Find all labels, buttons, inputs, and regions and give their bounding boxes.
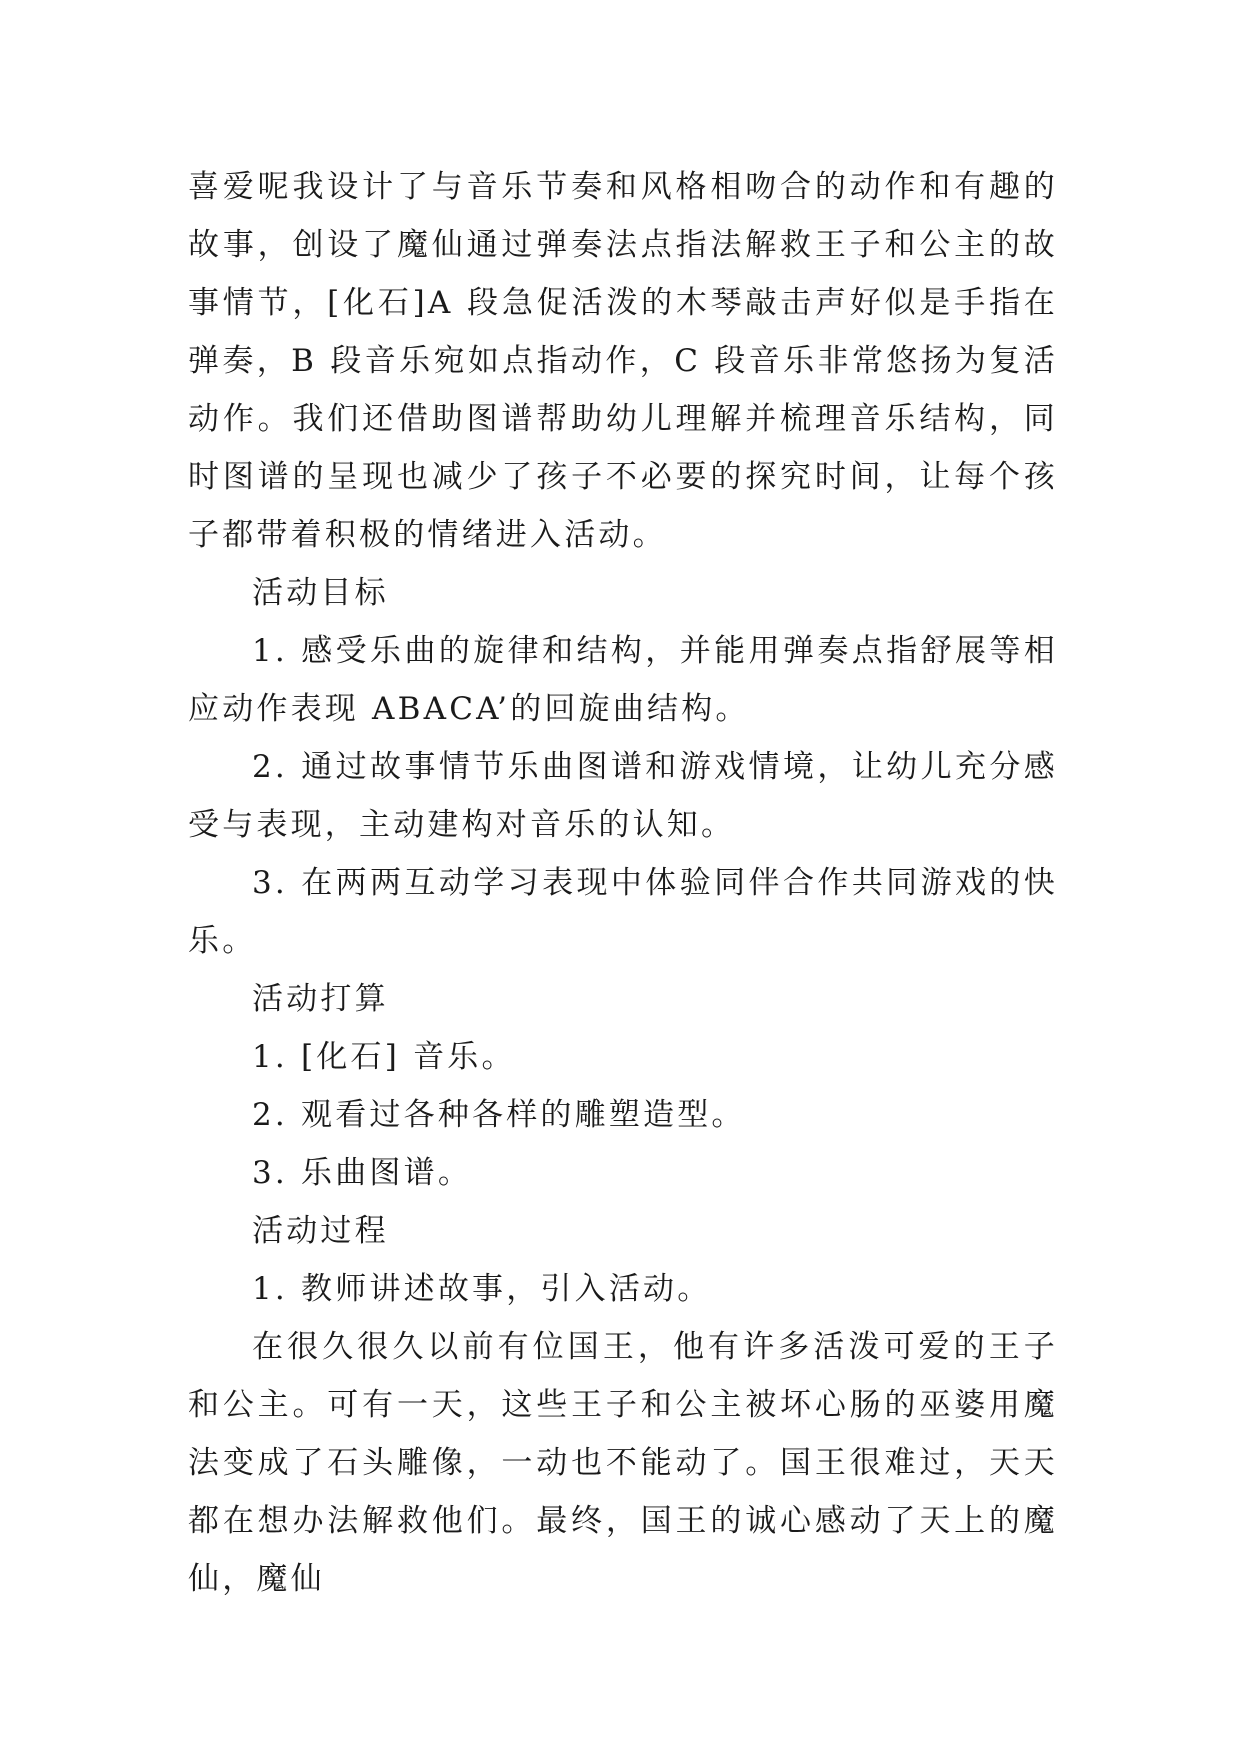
- process-step-1: 1. 教师讲述故事，引入活动。: [252, 1271, 712, 1307]
- preparation-item-1: 1. [化石] 音乐。: [252, 1039, 516, 1075]
- preparation-item-2: 2. 观看过各种各样的雕塑造型。: [252, 1097, 746, 1133]
- goal-item-2: 2. 通过故事情节乐曲图谱和游戏情境，让幼儿充分感受与表现，主动建构对音乐的认知。: [188, 749, 1058, 843]
- heading-activity-preparation: 活动打算: [252, 981, 389, 1017]
- preparation-item-3: 3. 乐曲图谱。: [252, 1155, 473, 1191]
- heading-activity-process: 活动过程: [252, 1213, 389, 1249]
- document-body: [188, 158, 1058, 1608]
- story-paragraph: 在很久很久以前有位国王，他有许多活泼可爱的王子和公主。可有一天，这些王子和公主被坏心肠的巫婆用魔法变成了石头雕像，一动也不能动了。国王很难过，天天都在想办法解救他们。最终，国王的诚心感动了天上的魔仙，魔仙: [188, 1329, 1058, 1597]
- paragraph-intro-continued: 喜爱呢我设计了与音乐节奏和风格相吻合的动作和有趣的故事，创设了魔仙通过弹奏法点指法解救王子和公主的故事情节，[化石]A 段急促活泼的木琴敲击声好似是手指在弹奏，B 段音乐宛如点指动作，C 段音乐非常悠扬为复活动作。我们还借助图谱帮助幼儿理解并梳理音乐结构，同时图谱的呈现也减少了孩子不必要的探究时间，让每个孩子都带着积极的情绪进入活动。: [188, 169, 1058, 553]
- goal-item-1: 1. 感受乐曲的旋律和结构，并能用弹奏点指舒展等相应动作表现 ABACA’的回旋曲结构。: [188, 633, 1058, 727]
- heading-activity-goals: 活动目标: [252, 575, 389, 611]
- goal-item-3: 3. 在两两互动学习表现中体验同伴合作共同游戏的快乐。: [188, 865, 1058, 959]
